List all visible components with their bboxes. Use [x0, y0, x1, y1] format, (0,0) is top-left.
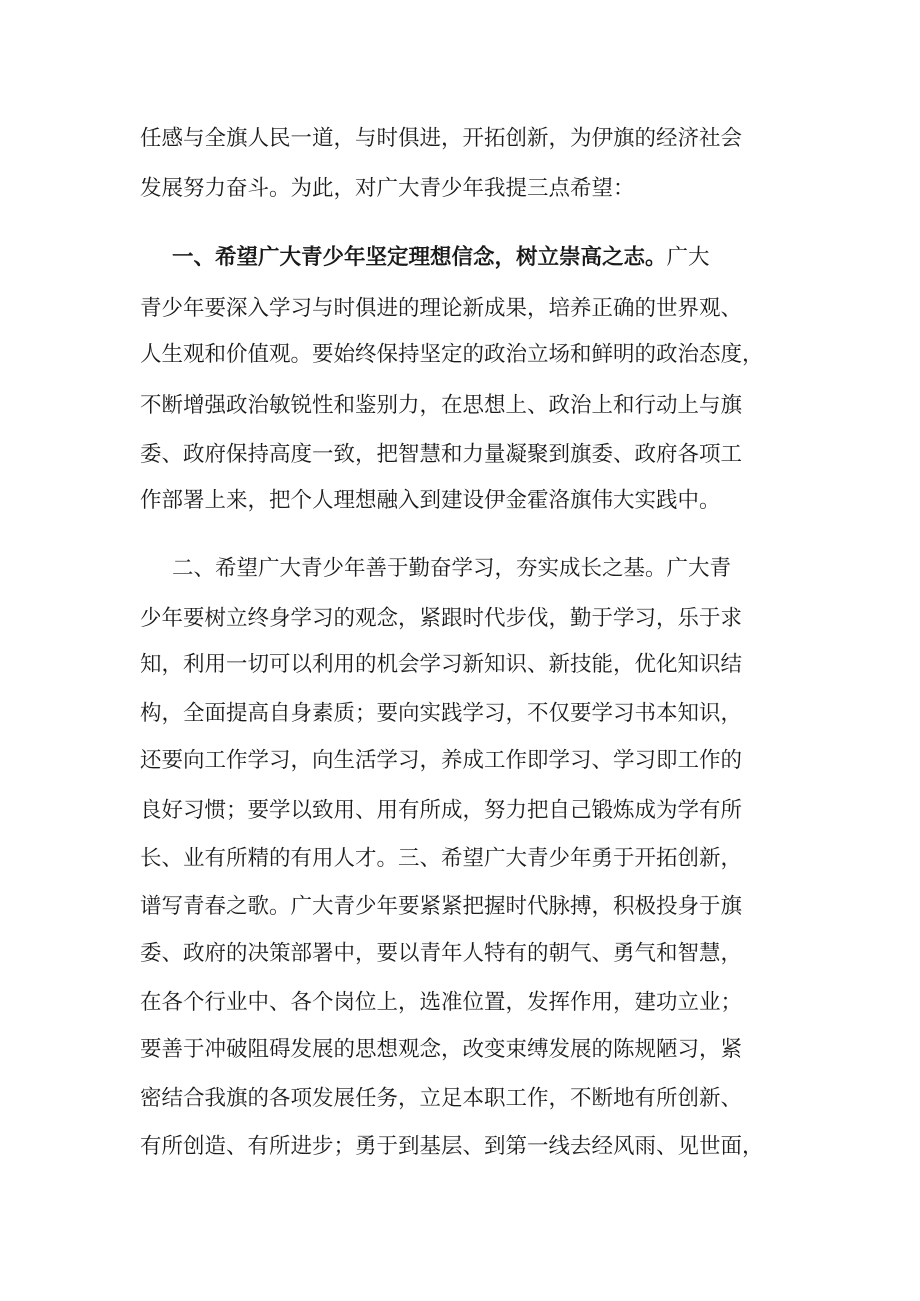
text-line: 任感与全旗人民一道，与时俱进，开拓创新，为伊旗的经济社会 — [140, 126, 743, 151]
text-line: 还要向工作学习，向生活学习，养成工作即学习、学习即工作的 — [140, 748, 743, 773]
text-line: 长、业有所精的有用人才。三、希望广大青少年勇于开拓创新， — [140, 846, 743, 871]
text-fragment: 广大 — [666, 245, 710, 270]
text-line: 知，利用一切可以利用的机会学习新知识、新技能，优化知识结 — [140, 652, 743, 677]
text-line: 密结合我旗的各项发展任务，立足本职工作，不断地有所创新、 — [140, 1086, 743, 1111]
text-line: 少年要树立终身学习的观念，紧跟时代步伐，勤于学习，乐于求 — [140, 606, 743, 631]
text-line: 青少年要深入学习与时俱进的理论新成果，培养正确的世界观、 — [140, 296, 743, 321]
text-line: 有所创造、有所进步；勇于到基层、到第一线去经风雨、见世面， — [140, 1134, 764, 1159]
paragraph-first-line: 二、希望广大青少年善于勤奋学习，夯实成长之基。广大青 — [172, 556, 732, 581]
text-line: 委、政府的决策部署中，要以青年人特有的朝气、勇气和智慧， — [140, 941, 743, 966]
text-line: 构，全面提高自身素质；要向实践学习，不仅要学习书本知识， — [140, 701, 743, 726]
text-line: 在各个行业中、各个岗位上，选准位置，发挥作用，建功立业； — [140, 990, 743, 1015]
text-line: 人生观和价值观。要始终保持坚定的政治立场和鲜明的政治态度， — [140, 342, 764, 367]
text-line: 作部署上来，把个人理想融入到建设伊金霍洛旗伟大实践中。 — [140, 488, 721, 513]
text-line: 不断增强政治敏锐性和鉴别力，在思想上、政治上和行动上与旗 — [140, 393, 743, 418]
text-line: 发展努力奋斗。为此，对广大青少年我提三点希望： — [140, 176, 635, 201]
point-one-heading: 一、希望广大青少年坚定理想信念，树立崇高之志。 — [172, 245, 667, 270]
text-line: 要善于冲破阻碍发展的思想观念，改变束缚发展的陈规陋习，紧 — [140, 1037, 743, 1062]
text-line: 良好习惯；要学以致用、用有所成，努力把自己锻炼成为学有所 — [140, 798, 743, 823]
text-line: 委、政府保持高度一致，把智慧和力量凝聚到旗委、政府各项工 — [140, 442, 743, 467]
text-line: 谱写青春之歌。广大青少年要紧紧把握时代脉搏，积极投身于旗 — [140, 894, 743, 919]
paragraph-first-line — [172, 239, 800, 277]
